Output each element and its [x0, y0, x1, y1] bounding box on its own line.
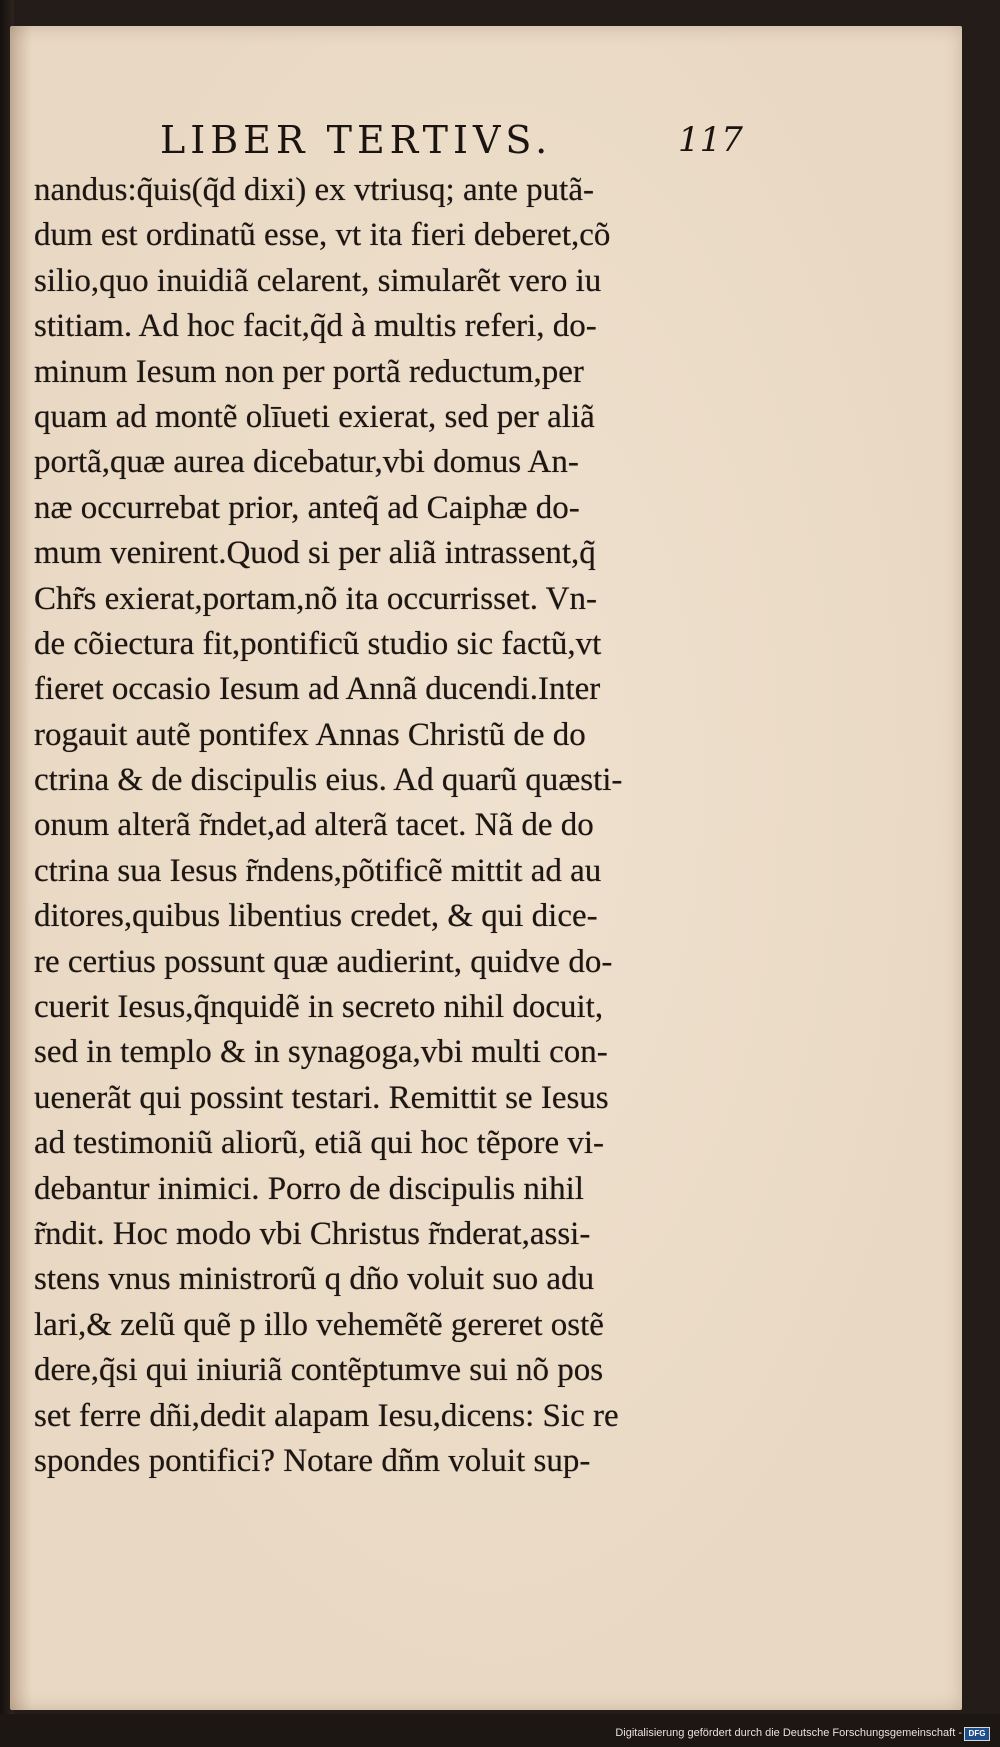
text-line: spondes pontifici? Notare dñm voluit sup- [34, 1442, 591, 1479]
text-line: silio,quo inuidiã celarent, simularẽt vero iu [34, 262, 602, 299]
text-line: dere,q̃si qui iniuriã contẽptumve sui nõ pos [34, 1352, 604, 1389]
text-line: lari,& zelũ quẽ p illo vehemẽtẽ gereret ostẽ [34, 1306, 604, 1343]
text-line: næ occurrebat prior, anteq̃ ad Caiphæ do- [34, 489, 580, 526]
text-line: cuerit Iesus,q̃nquidẽ in secreto nihil docuit, [34, 989, 604, 1026]
digitization-credit: Digitalisierung gefördert durch die Deutsche Forschungsgemeinschaft - [615, 1727, 962, 1739]
text-line: ctrina sua Iesus r̃ndens,põtificẽ mittit ad au [34, 852, 602, 889]
text-line: stitiam. Ad hoc facit,q̃d à multis referi, do- [34, 308, 597, 345]
dfg-logo: DFG [964, 1727, 990, 1741]
text-line: rogauit autẽ pontifex Annas Christũ de do [34, 716, 586, 753]
text-line: r̃ndit. Hoc modo vbi Christus r̃nderat,assi- [34, 1215, 591, 1252]
text-line: ctrina & de discipulis eius. Ad quarũ quæsti- [34, 762, 623, 799]
text-line: quam ad montẽ olīueti exierat, sed per aliã [34, 398, 595, 435]
text-line: onum alterã r̃ndet,ad alterã tacet. Nã de do [34, 807, 594, 844]
text-line: de cõiectura fit,pontificũ studio sic factũ,vt [34, 625, 602, 662]
running-title: LIBER TERTIVS. [160, 118, 553, 162]
main-text-block [34, 168, 746, 1484]
text-line: minum Iesum non per portã reductum,per [34, 353, 584, 390]
text-line: debantur inimici. Porro de discipulis nihil [34, 1170, 584, 1207]
text-line: nandus:q̃uis(q̃d dixi) ex vtriusq; ante putã- [34, 172, 594, 208]
page-header [0, 118, 1000, 168]
text-line: sed in templo & in synagoga,vbi multi con- [34, 1034, 608, 1071]
text-line: mum venirent.Quod si per aliã intrassent,q̃ [34, 535, 596, 572]
page-number: 117 [678, 120, 743, 160]
text-line: dum est ordinatũ esse, vt ita fieri deberet,cõ [34, 217, 611, 254]
text-line: fieret occasio Iesum ad Annã ducendi.Inter [34, 671, 601, 708]
text-line: ad testimoniũ aliorũ, etiã qui hoc tẽpore vi- [34, 1125, 605, 1162]
text-line: set ferre dñi,dedit alapam Iesu,dicens: Sic re [34, 1397, 619, 1434]
text-line: re certius possunt quæ audierint, quidve do- [34, 943, 613, 980]
text-line: ditores,quibus libentius credet, & qui dice- [34, 898, 598, 935]
text-line: stens vnus ministrorũ q dño voluit suo adu [34, 1261, 595, 1298]
text-line: Chr̃s exierat,portam,nõ ita occurrisset. Vn- [34, 580, 597, 617]
text-line: uenerãt qui possint testari. Remittit se Iesus [34, 1079, 609, 1116]
text-line: portã,quæ aurea dicebatur,vbi domus An- [34, 444, 579, 481]
